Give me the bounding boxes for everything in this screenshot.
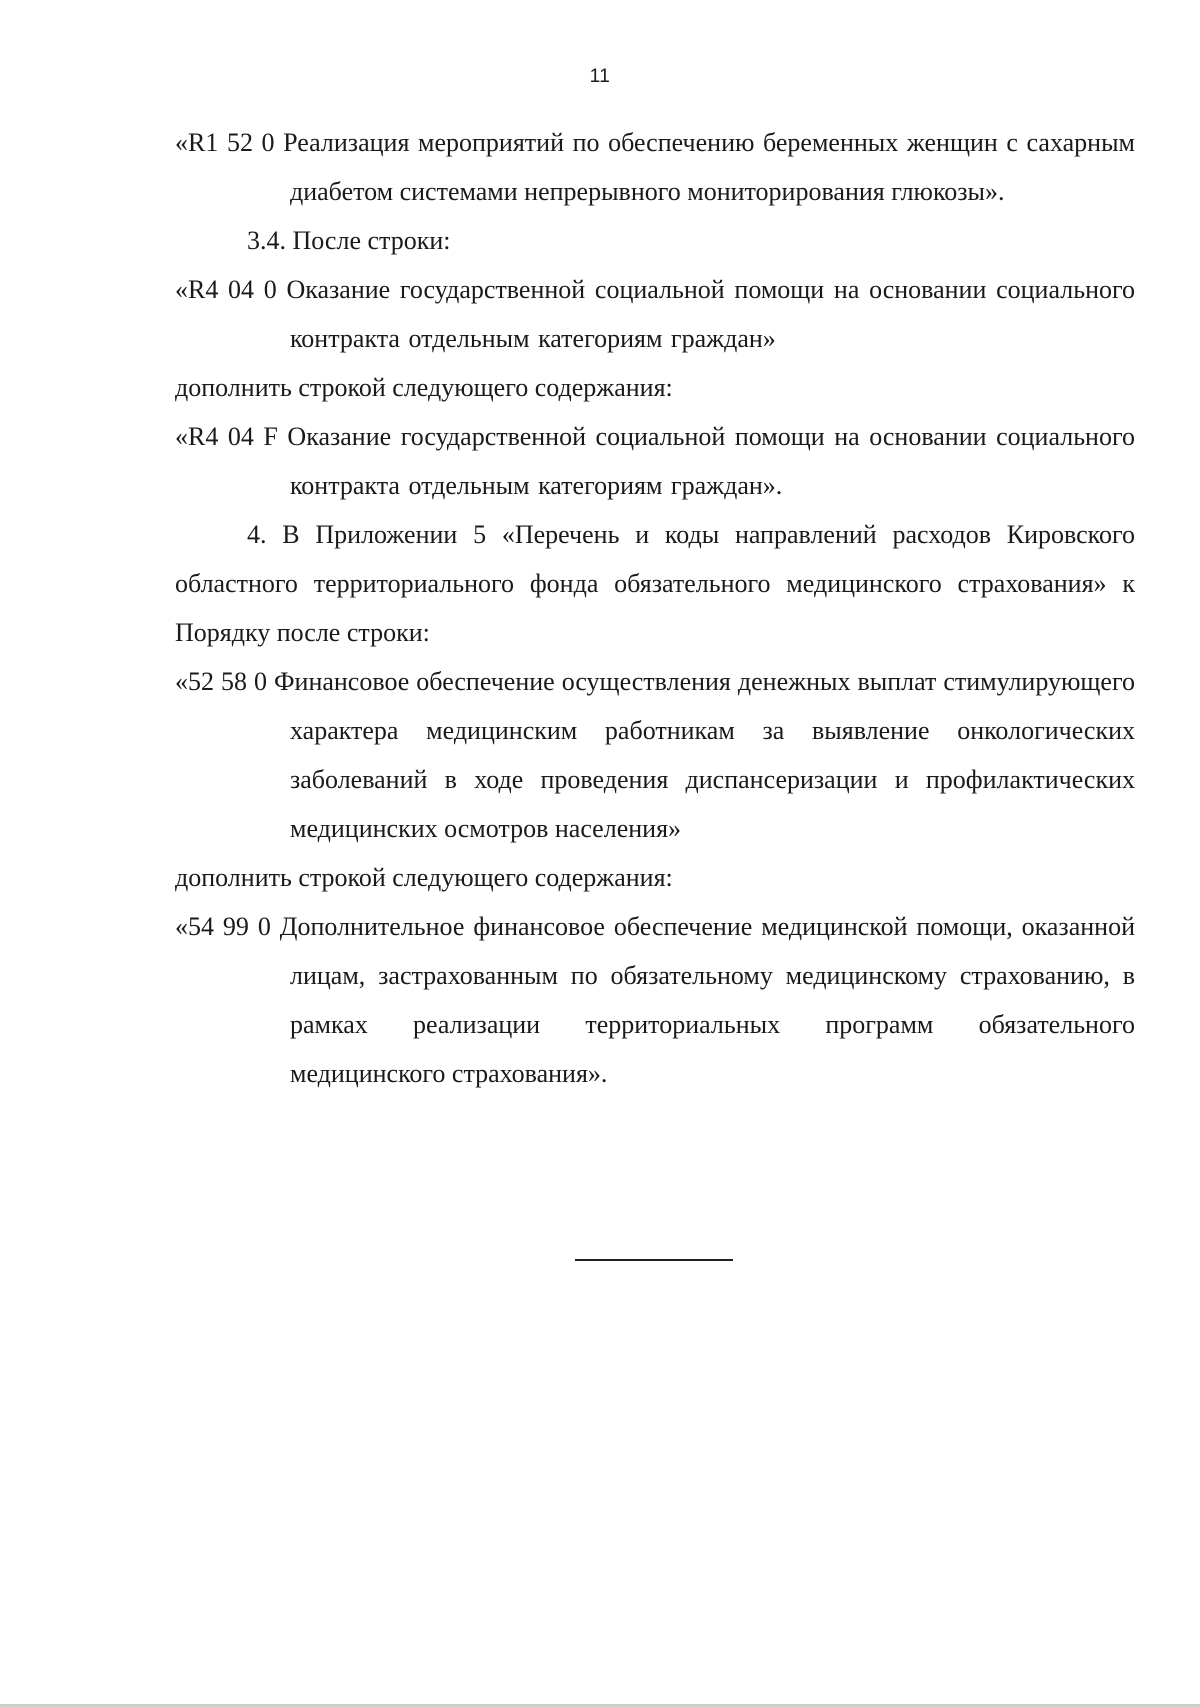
amendment-instruction: дополнить строкой следующего содержания: — [175, 863, 673, 892]
end-of-document-rule — [575, 1259, 733, 1261]
code-line-r4-04-f: «R4 04 F Оказание государственной социальной помощи на основании социального контракта отдельным категориям граждан». — [175, 422, 1135, 500]
amendment-instruction: дополнить строкой следующего содержания: — [175, 373, 673, 402]
code-line-r4-04-0: «R4 04 0 Оказание государственной социальной помощи на основании социального контракта отдельным категориям граждан» — [175, 275, 1135, 353]
code-line-54-99-0: «54 99 0 Дополнительное финансовое обеспечение медицинской помощи, оказанной лицам, застрахованным по обязательному медицинскому страхованию, в рамках реализации территориальных программ обязательного медицинского страхования». — [175, 912, 1135, 1088]
section-4-paragraph: 4. В Приложении 5 «Перечень и коды направлений расходов Кировского областного территориального фонда обязательного медицинского страхования» к Порядку после строки: — [175, 520, 1135, 647]
section-3-4-heading: 3.4. После строки: — [247, 226, 451, 255]
code-line-r1-52-0: «R1 52 0 Реализация мероприятий по обеспечению беременных женщин с сахарным диабетом системами непрерывного мониторирования глюкозы». — [175, 128, 1135, 206]
code-line-52-58-0: «52 58 0 Финансовое обеспечение осуществления денежных выплат стимулирующего характера медицинским работникам за выявление онкологических заболеваний в ходе проведения диспансеризации и профилактических медицинских осмотров населения» — [175, 667, 1135, 843]
page-number: 11 — [589, 66, 611, 87]
document-body — [175, 118, 1135, 1098]
